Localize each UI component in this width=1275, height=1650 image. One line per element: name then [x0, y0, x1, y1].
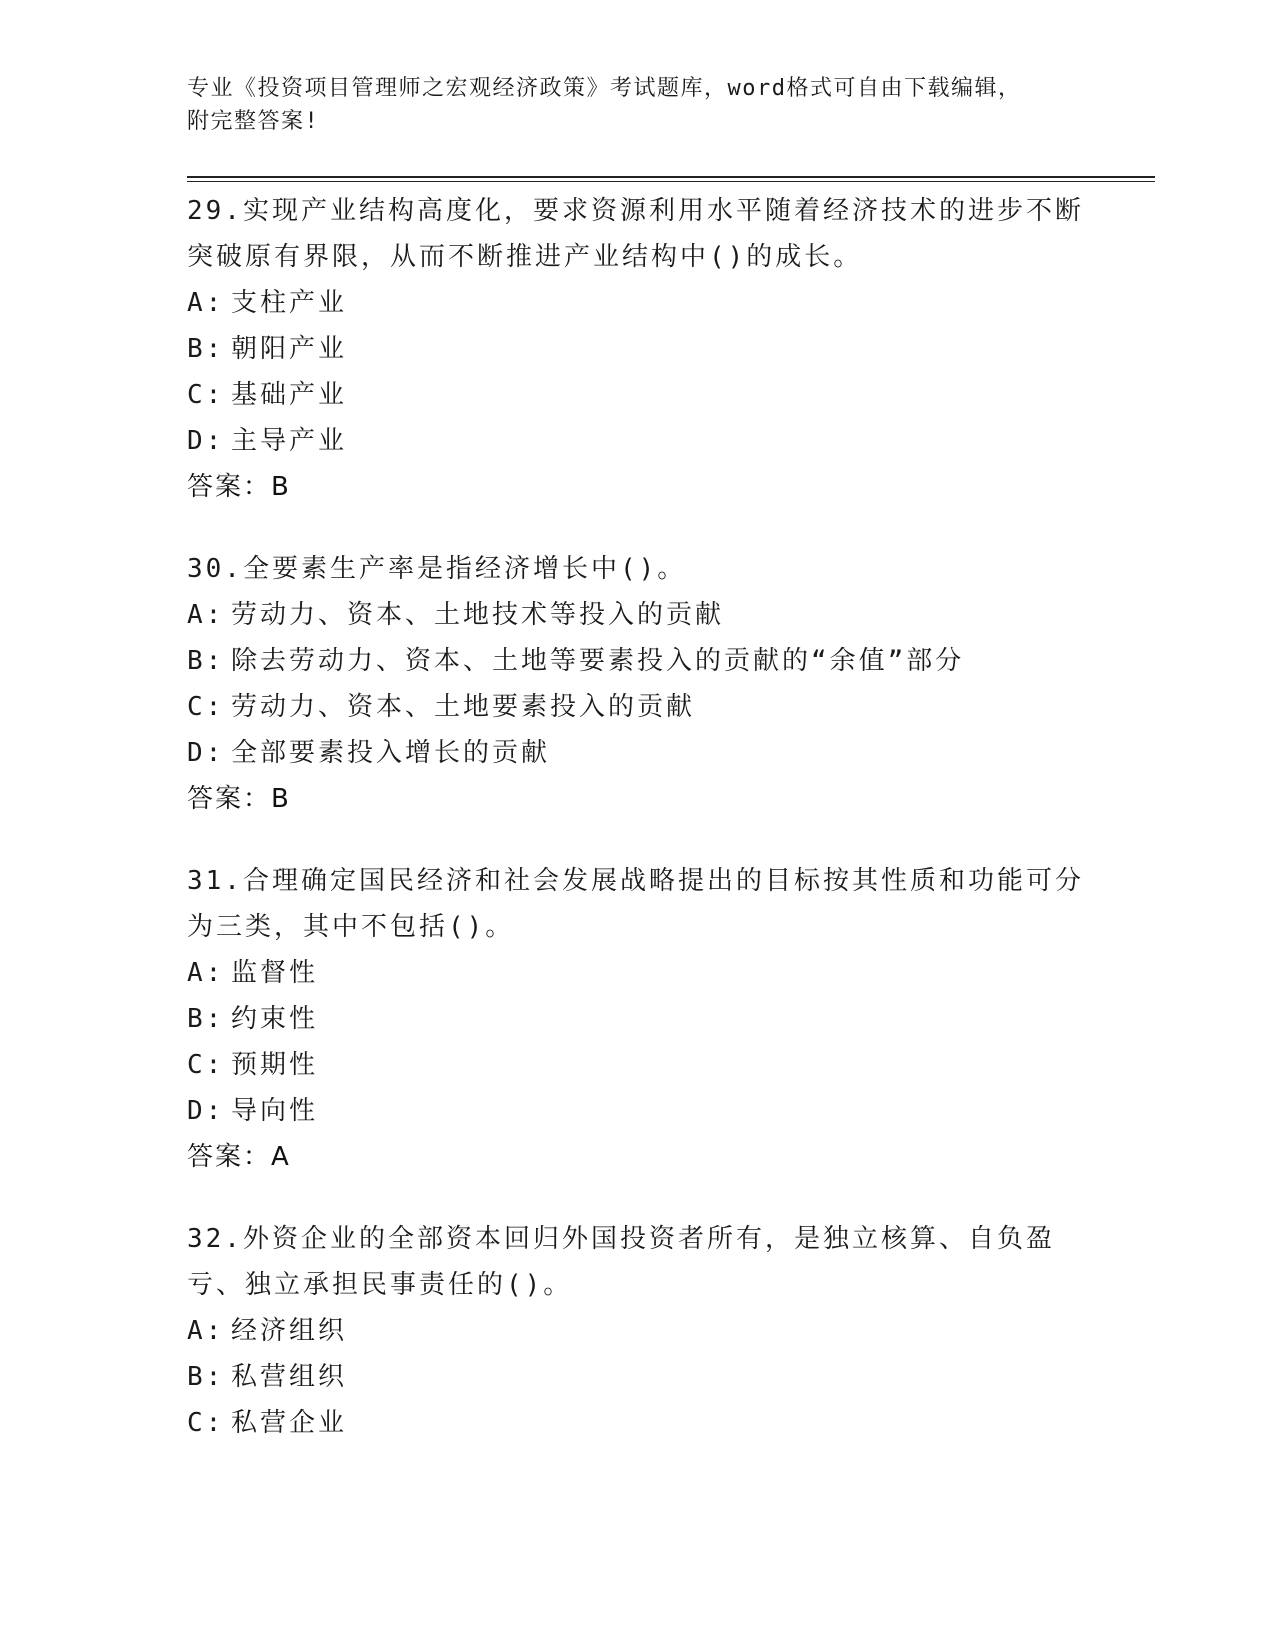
option-letter: A:	[187, 1316, 225, 1346]
option-text: 支柱产业	[231, 288, 348, 318]
option-letter: A:	[187, 958, 225, 988]
option-letter: C:	[187, 1050, 225, 1080]
option-letter: D:	[187, 426, 225, 456]
answer-option	[187, 1308, 1087, 1354]
answer-option	[187, 326, 1087, 372]
answer-option	[187, 684, 1087, 730]
option-text: 基础产业	[231, 380, 348, 410]
option-text: 主导产业	[231, 426, 348, 456]
option-text: 经济组织	[231, 1316, 348, 1346]
question-stem: 29.实现产业结构高度化，要求资源利用水平随着经济技术的进步不断突破原有界限，从而不断推进产业结构中()的成长。	[187, 196, 1084, 272]
question-block	[187, 188, 1087, 510]
option-text: 导向性	[231, 1096, 319, 1126]
option-text: 约束性	[231, 1004, 319, 1034]
option-letter: D:	[187, 1096, 225, 1126]
question-block	[187, 1216, 1087, 1446]
option-text: 私营企业	[231, 1408, 348, 1438]
option-letter: C:	[187, 380, 225, 410]
answer-option	[187, 996, 1087, 1042]
question-block	[187, 546, 1087, 822]
answer-key: 答案：A	[187, 1142, 291, 1172]
option-text: 劳动力、资本、土地技术等投入的贡献	[231, 600, 725, 630]
option-letter: A:	[187, 600, 225, 630]
answer-option	[187, 592, 1087, 638]
question-block	[187, 858, 1087, 1180]
answer-option	[187, 1088, 1087, 1134]
answer-option	[187, 1042, 1087, 1088]
option-text: 劳动力、资本、土地要素投入的贡献	[231, 692, 696, 722]
option-text: 预期性	[231, 1050, 319, 1080]
question-stem: 32.外资企业的全部资本回归外国投资者所有，是独立核算、自负盈亏、独立承担民事责任的()。	[187, 1224, 1055, 1300]
header-divider-thick	[187, 176, 1155, 178]
option-letter: A:	[187, 288, 225, 318]
answer-key: 答案：B	[187, 472, 291, 502]
option-text: 除去劳动力、资本、土地等要素投入的贡献的“余值”部分	[231, 646, 965, 676]
option-letter: D:	[187, 738, 225, 768]
question-stem: 31.合理确定国民经济和社会发展战略提出的目标按其性质和功能可分为三类，其中不包括()。	[187, 866, 1084, 942]
answer-option	[187, 638, 1087, 684]
option-letter: B:	[187, 334, 225, 364]
answer-option	[187, 418, 1087, 464]
answer-option	[187, 1400, 1087, 1446]
question-stem: 30.全要素生产率是指经济增长中()。	[187, 554, 687, 584]
header-line-1: 专业《投资项目管理师之宏观经济政策》考试题库，word格式可自由下载编辑，	[187, 76, 1022, 101]
question-list	[187, 188, 1087, 1482]
option-text: 全部要素投入增长的贡献	[231, 738, 551, 768]
option-letter: B:	[187, 1004, 225, 1034]
option-text: 朝阳产业	[231, 334, 348, 364]
answer-option	[187, 280, 1087, 326]
option-text: 监督性	[231, 958, 319, 988]
answer-option	[187, 730, 1087, 776]
document-header	[187, 72, 1087, 138]
answer-option	[187, 372, 1087, 418]
header-divider-thin	[187, 181, 1155, 182]
answer-option	[187, 1354, 1087, 1400]
option-letter: C:	[187, 1408, 225, 1438]
answer-key: 答案：B	[187, 784, 291, 814]
option-letter: B:	[187, 1362, 225, 1392]
option-text: 私营组织	[231, 1362, 348, 1392]
header-line-2: 附完整答案!	[187, 109, 320, 134]
option-letter: B:	[187, 646, 225, 676]
answer-option	[187, 950, 1087, 996]
option-letter: C:	[187, 692, 225, 722]
